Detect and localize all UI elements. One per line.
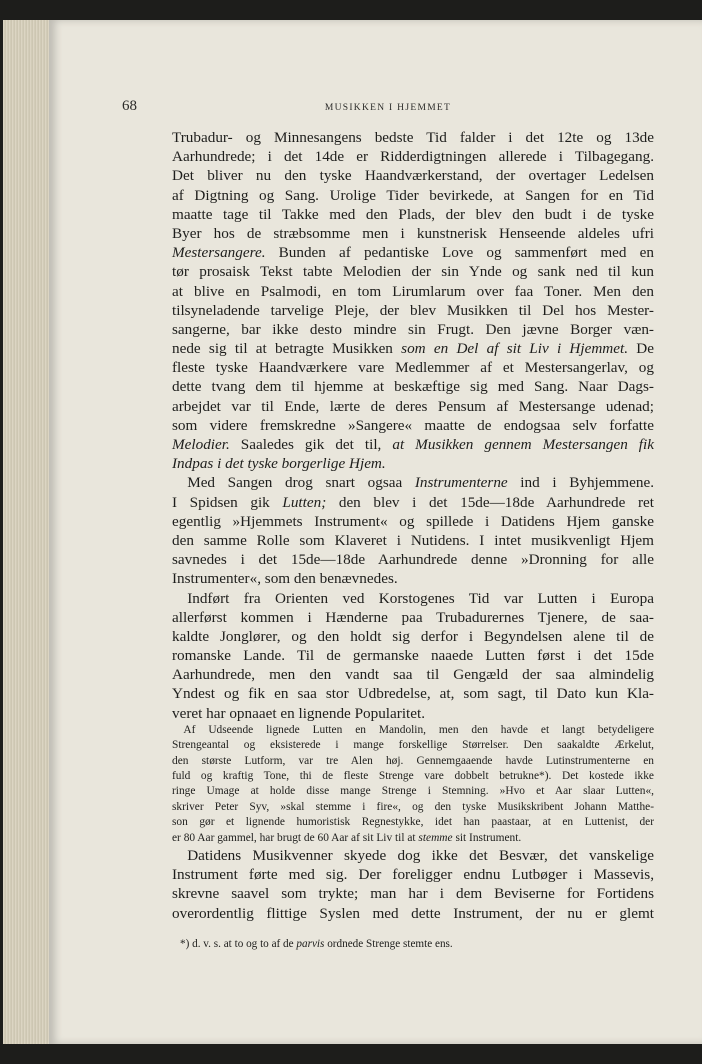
text-run: savnedes i det 15de—18de Aarhundrede denne »Dronning for alle xyxy=(172,551,654,569)
book-page-edges xyxy=(3,20,50,1044)
text-line xyxy=(172,665,654,684)
text-line xyxy=(172,646,654,665)
text-run: tilsyneladende tarvelige Pleje, der blev Musikken til Del hos Mester- xyxy=(172,301,654,319)
text-run: Trubadur- og Minnesangens bedste Tid falder i det 12te og 13de xyxy=(172,129,654,146)
text-run: arbejdet var til Ende, lærte de deres Pensum af Mestersange udenad; xyxy=(172,397,654,415)
italic-text: Mestersangere. xyxy=(172,244,266,262)
text-run: dette tvang dem til hjemme at beskæftige sig med Sang. Naar Dags- xyxy=(172,378,654,396)
text-run: fuld og kraftig Tone, thi de fleste Strenge vare dobbelt betrukne*). Det kostede ikke xyxy=(172,769,654,782)
text-line xyxy=(172,243,654,262)
text-line xyxy=(172,128,654,147)
text-line xyxy=(172,339,654,358)
text-line xyxy=(172,684,654,703)
text-line xyxy=(172,320,654,339)
text-line xyxy=(172,262,654,281)
text-run: romanske Lande. Til de germanske naaede Lutten først i det 15de xyxy=(172,647,654,665)
text-line xyxy=(172,627,654,646)
text-line xyxy=(172,454,654,473)
text-line xyxy=(172,769,654,784)
running-title: MUSIKKEN I HJEMMET xyxy=(324,103,452,113)
text-line xyxy=(172,831,654,846)
text-run: Indført fra Orienten ved Korstogenes Tid var Lutten i Europa xyxy=(172,589,654,607)
text-run: fleste tyske Haandværkere vare Medlemmer af et Mestersangerlav, og xyxy=(172,359,654,377)
italic-text: at Musikken gennem Mestersangen fik xyxy=(392,436,654,453)
text-line xyxy=(172,754,654,769)
paragraph xyxy=(172,128,654,473)
text-line xyxy=(172,224,654,243)
text-line xyxy=(172,205,654,224)
text-run: Aarhundrede, men den vandt saa til Gengæld der saa almindelig xyxy=(172,666,654,684)
italic-text: Melodier. xyxy=(172,436,230,453)
text-run: allerførst kommen i Hænderne paa Trubadurernes Tjenere, de saa- xyxy=(172,608,654,626)
text-line xyxy=(172,377,654,396)
text-run: maatte tage til Takke med den Plads, der blev den budt i de tyske xyxy=(172,205,654,223)
text-run: den samme Rolle som Klaveret i Nutidens. I intet musikvenligt Hjem xyxy=(172,531,654,549)
text-line xyxy=(172,589,654,608)
text-run: tør prosaisk Tekst tabte Melodien der sin Ynde og sank ned til kun xyxy=(172,263,654,281)
text-line xyxy=(172,435,654,454)
text-line xyxy=(172,186,654,205)
text-line xyxy=(172,569,654,588)
text-run: son gør et lignende humoristisk Regnestykke, idet han paastaar, at en Luttenist, der xyxy=(172,816,654,829)
footnote xyxy=(172,937,654,951)
text-run: nede sig til at betragte Musikken xyxy=(172,340,402,358)
text-run: I Spidsen gik xyxy=(172,493,283,511)
text-run: Instrument førte med sig. Der foreligger endnu Lutbøger i Massevis, xyxy=(172,866,654,884)
text-line xyxy=(172,723,654,738)
text-run: kaldte Jonglører, og den holdt sig derfor i Begyndelsen alene til de xyxy=(172,627,654,645)
text-line xyxy=(172,865,654,884)
text-line xyxy=(172,608,654,627)
text-run: Strengeantal og eksisterede i mange forskellige Størrelser. Den saakaldte Ærkelut, xyxy=(172,739,654,752)
italic-text: stemme xyxy=(418,831,453,844)
text-line xyxy=(172,738,654,753)
text-line xyxy=(172,550,654,569)
page-number: 68 xyxy=(122,98,137,114)
text-line xyxy=(172,473,654,492)
paragraph xyxy=(172,589,654,723)
text-run: Instrumenter«, som den benævnedes. xyxy=(172,570,398,588)
text-run: den største Lutform, var tre Alen høj. Gennemgaaende havde Lutinstrumenterne en xyxy=(172,754,654,767)
text-run: ordnede Strenge stemte ens. xyxy=(324,937,453,950)
text-line xyxy=(172,166,654,185)
text-run: Datidens Musikvenner skyede dog ikke det Besvær, det vanskelige xyxy=(172,846,654,864)
text-run: skrevne saavel som trykte; man har i dem Beviserne for Fortidens xyxy=(172,885,654,903)
text-run: skriver Peter Syv, »skal stemme i fire«, og den tyske Musikskribent Johann Matthe- xyxy=(172,800,654,813)
text-run: ind i Byhjemmene. xyxy=(507,474,654,492)
paragraph xyxy=(172,473,654,588)
italic-text: parvis xyxy=(296,937,325,950)
paragraph xyxy=(172,846,654,923)
italic-text: Indpas i det tyske borgerlige Hjem. xyxy=(172,455,386,473)
text-run: Af Udseende lignede Lutten en Mandolin, men den havde et langt betydeligere xyxy=(172,723,654,736)
text-line xyxy=(172,493,654,512)
text-line xyxy=(172,358,654,377)
text-run: sangerne, bar ikke desto mindre sin Frugt. Den jævne Borger væn- xyxy=(172,320,654,338)
text-run: Med Sangen drog snart ogsaa xyxy=(172,474,415,492)
body-text xyxy=(172,128,654,951)
text-run: overordentlig flittige Syslen med dette Instrument, der nu er glemt xyxy=(172,904,654,922)
text-line xyxy=(172,512,654,531)
small-print-note xyxy=(172,723,654,846)
text-run: sit Instrument. xyxy=(452,831,522,844)
text-line xyxy=(172,301,654,320)
text-run: som videre fremskredne »Sangere« maatte de endogsaa selv forfatte xyxy=(172,416,654,434)
text-run: egentlig »Hjemmets Instrument« og spillede i Datidens Hjem ganske xyxy=(172,512,654,530)
text-line xyxy=(172,784,654,799)
text-run: er 80 Aar gammel, har brugt de 60 Aar af sit Liv til at xyxy=(172,831,419,844)
text-run: at blive en Psalmodi, en tom Lirumlarum over faa Toner. Men den xyxy=(172,282,654,300)
text-line xyxy=(172,846,654,865)
text-run: Yndest og fik en saa stor Udbredelse, at, som sagt, til Dato kun Kla- xyxy=(172,685,654,703)
text-line xyxy=(172,397,654,416)
text-run: af Digtning og Sang. Urolige Tider bevirkede, at Sangen for en Tid xyxy=(172,186,654,204)
text-run: Byer hos de stræbsomme men i kunstnerisk Henseende aldeles ufri xyxy=(172,224,654,242)
text-line xyxy=(172,884,654,903)
text-run: ringe Umage at holde disse mange Strenge i Stemning. »Hvo et Aar slaar Lutten«, xyxy=(172,785,654,798)
text-line xyxy=(172,531,654,550)
text-run: *) d. v. s. at to og to af de xyxy=(180,937,297,950)
text-run: De xyxy=(628,340,654,358)
italic-text: Instrumenterne xyxy=(414,474,508,492)
text-run: den blev i det 15de—18de Aarhundrede ret xyxy=(326,493,654,511)
text-line xyxy=(172,147,654,166)
text-line xyxy=(172,800,654,815)
text-run: veret har opnaaet en lignende Popularitet. xyxy=(172,704,426,722)
text-line xyxy=(172,704,654,723)
italic-text: som en Del af sit Liv i Hjemmet. xyxy=(401,340,629,358)
text-line xyxy=(172,815,654,830)
page-header xyxy=(122,98,654,118)
text-line xyxy=(172,904,654,923)
text-run: Saaledes gik det til, xyxy=(229,436,393,453)
italic-text: Lutten; xyxy=(282,493,327,511)
text-run: Bunden af pedantiske Love og sammenført med en xyxy=(265,244,654,262)
text-line xyxy=(172,416,654,435)
text-run: Det bliver nu den tyske Haandværkerstand, der overtager Ledelsen xyxy=(172,167,654,185)
text-line xyxy=(172,282,654,301)
text-run: Aarhundrede; i det 14de er Ridderdigtningen allerede i Tilbagegang. xyxy=(172,148,654,166)
